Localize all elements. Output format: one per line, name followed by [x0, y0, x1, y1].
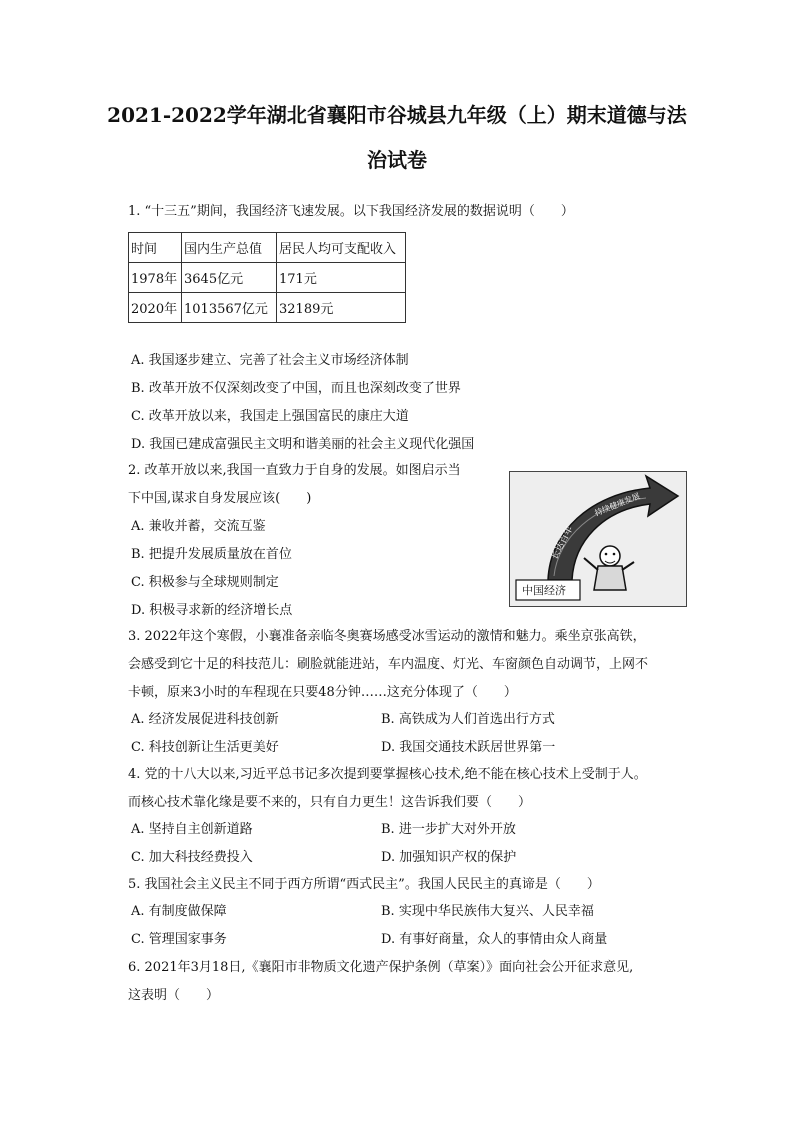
- q3-option-c: C. 科技创新让生活更美好: [131, 740, 279, 755]
- q4-option-b: B. 进一步扩大对外开放: [381, 822, 516, 837]
- q3-stem-line-2: 会感受到它十足的科技范儿：刷脸就能进站，车内温度、灯光、车窗颜色自动调节，上网不: [128, 657, 649, 672]
- q4-option-a: A. 坚持自主创新道路: [131, 822, 253, 837]
- q1-option-a: A. 我国逐步建立、完善了社会主义市场经济体制: [131, 353, 409, 368]
- table-header-cell: 国内生产总值: [182, 233, 277, 263]
- q5-option-c: C. 管理国家事务: [131, 932, 227, 947]
- q2-stem-line-1: 2. 改革开放以来,我国一直致力于自身的发展。如图启示当: [128, 463, 461, 478]
- q3-option-a: A. 经济发展促进科技创新: [131, 712, 279, 727]
- table-header-cell: 居民人均可支配收入: [277, 233, 406, 263]
- table-cell: 1978年: [129, 263, 182, 293]
- table-cell: 171元: [277, 263, 406, 293]
- q3-stem-line-3: 卡顿，原来3小时的车程现在只要48分钟……这充分体现了（ ）: [128, 685, 517, 700]
- q2-option-d: D. 积极寻求新的经济增长点: [131, 603, 293, 618]
- q5-stem: 5. 我国社会主义民主不同于西方所谓“西式民主”。我国人民民主的真谛是（ ）: [128, 877, 600, 892]
- table-cell: 1013567亿元: [182, 293, 277, 323]
- page-title: [96, 93, 698, 183]
- q1-stem: 1. “十三五”期间，我国经济飞速发展。以下我国经济发展的数据说明（ ）: [128, 204, 574, 219]
- title-line-2: 治试卷: [367, 148, 427, 172]
- q5-option-b: B. 实现中华民族伟大复兴、人民幸福: [381, 904, 594, 919]
- q2-stem-line-2: 下中国,谋求自身发展应该( ): [128, 491, 312, 506]
- q5-option-a: A. 有制度做保障: [131, 904, 227, 919]
- q1-data-table: [128, 232, 406, 323]
- arrow-text-2: 持续健康发展: [593, 491, 642, 518]
- arrow-text-1: 长达百年: [549, 524, 576, 562]
- q6-stem-line-2: 这表明（ ）: [128, 988, 220, 1003]
- q4-option-d: D. 加强知识产权的保护: [381, 850, 517, 865]
- q2-cartoon-figure: [509, 471, 687, 607]
- q2-option-b: B. 把提升发展质量放在首位: [131, 547, 292, 562]
- table-row: [129, 263, 406, 293]
- q5-option-d: D. 有事好商量，众人的事情由众人商量: [381, 932, 608, 947]
- q2-option-c: C. 积极参与全球规则制定: [131, 575, 279, 590]
- table-cell: 2020年: [129, 293, 182, 323]
- q3-stem-line-1: 3. 2022年这个寒假，小襄准备亲临冬奥赛场感受冰雪运动的激情和魅力。乘坐京张高铁，: [128, 629, 646, 644]
- q3-option-d: D. 我国交通技术跃居世界第一: [381, 740, 556, 755]
- table-header-row: [129, 233, 406, 263]
- q4-stem-line-1: 4. 党的十八大以来,习近平总书记多次提到要掌握核心技术,绝不能在核心技术上受制于人。: [128, 767, 647, 782]
- q1-option-c: C. 改革开放以来，我国走上强国富民的康庄大道: [131, 409, 409, 424]
- q6-stem-line-1: 6. 2021年3月18日,《襄阳市非物质文化遗产保护条例（草案）》面向社会公开征求意见,: [128, 960, 634, 975]
- q4-option-c: C. 加大科技经费投入: [131, 850, 253, 865]
- title-line-1: 2021-2022学年湖北省襄阳市谷城县九年级（上）期末道德与法: [107, 103, 687, 127]
- q2-option-a: A. 兼收并蓄，交流互鉴: [131, 519, 266, 534]
- figure-label: 中国经济: [522, 584, 566, 597]
- table-cell: 3645亿元: [182, 263, 277, 293]
- q4-stem-line-2: 而核心技术靠化缘是要不来的，只有自力更生！这告诉我们要（ ）: [128, 795, 532, 810]
- q3-option-b: B. 高铁成为人们首选出行方式: [381, 712, 555, 727]
- table-header-cell: 时间: [129, 233, 182, 263]
- q1-option-d: D. 我国已建成富强民主文明和谐美丽的社会主义现代化强国: [131, 437, 475, 452]
- table-cell: 32189元: [277, 293, 406, 323]
- cartoon-illustration: [510, 472, 686, 606]
- table-row: [129, 293, 406, 323]
- q1-option-b: B. 改革开放不仅深刻改变了中国，而且也深刻改变了世界: [131, 381, 461, 396]
